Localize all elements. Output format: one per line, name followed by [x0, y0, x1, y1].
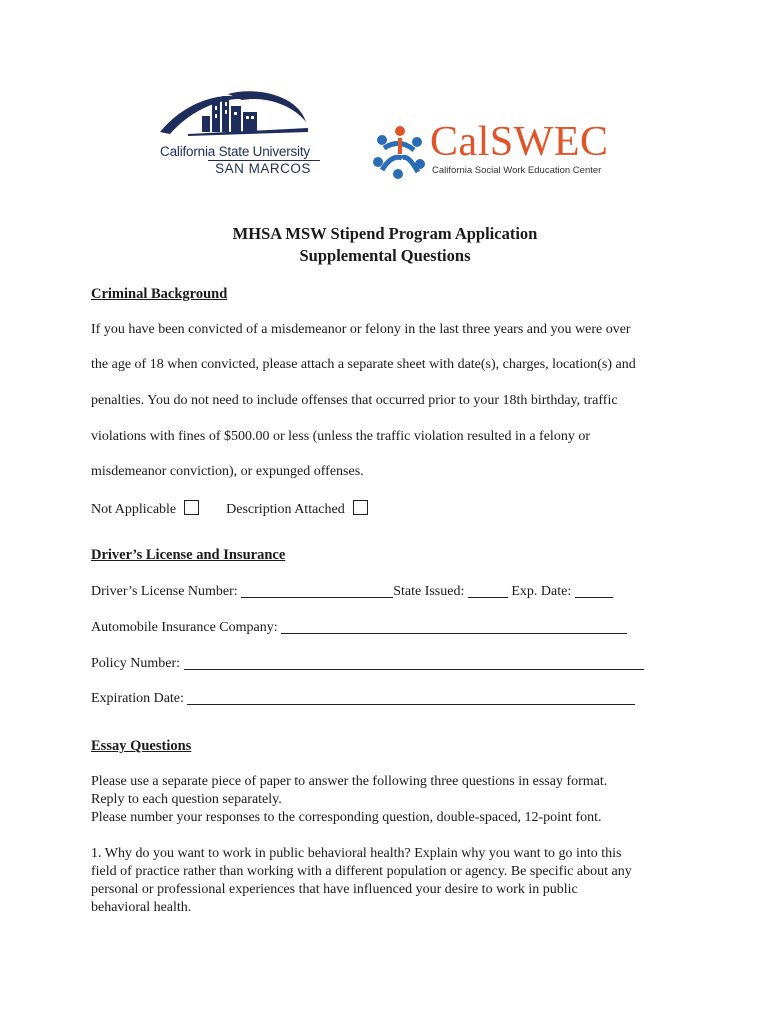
policy-number-field[interactable]: [184, 655, 644, 670]
question-line: 1. Why do you want to work in public behavioral health? Explain why you want to go into this: [91, 846, 622, 861]
instruction-line: Please number your responses to the corresponding question, double-spaced, 12-point font.: [91, 810, 602, 825]
expiration-date-label: Expiration Date:: [91, 691, 184, 706]
document-subtitle: Supplemental Questions: [299, 246, 471, 265]
question-line: field of practice rather than working with a different population or agency. Be specific about any: [91, 864, 632, 879]
criminal-text-line: the age of 18 when convicted, please attach a separate sheet with date(s), charges, location(s) and: [91, 357, 636, 372]
csusm-sub: SAN MARCOS: [215, 161, 311, 176]
essay-questions-heading: Essay Questions: [91, 738, 192, 754]
document-title: MHSA MSW Stipend Program Application: [232, 224, 538, 243]
essay-instructions: [91, 773, 681, 827]
question-line: behavioral health.: [91, 900, 192, 915]
calswec-emblem-icon: [372, 124, 428, 180]
not-applicable-checkbox[interactable]: [184, 500, 199, 515]
criminal-text-line: penalties. You do not need to include offenses that occurred prior to your 18th birthday, traffic: [91, 393, 618, 408]
csusm-emblem-icon: [158, 88, 308, 144]
drivers-license-heading: Driver’s License and Insurance: [91, 547, 286, 563]
criminal-text-line: violations with fines of $500.00 or less (unless the traffic violation resulted in a felony or: [91, 429, 590, 444]
license-number-field[interactable]: [241, 583, 393, 598]
expiration-date-row: [91, 690, 635, 707]
state-issued-field[interactable]: [468, 583, 508, 598]
criminal-options-row: [91, 500, 368, 518]
instruction-line: Please use a separate piece of paper to answer the following three questions in essay format.: [91, 774, 608, 789]
calswec-subtitle: California Social Work Education Center: [432, 165, 602, 176]
csusm-logo: [144, 88, 326, 180]
criminal-text-line: misdemeanor conviction), or expunged offenses.: [91, 464, 364, 479]
calswec-wordmark: CalSWEC: [430, 119, 609, 165]
csusm-name: California State University: [160, 144, 310, 159]
description-attached-checkbox[interactable]: [353, 500, 368, 515]
policy-number-row: [91, 655, 644, 672]
license-number-label: Driver’s License Number:: [91, 584, 238, 599]
question-line: personal or professional experiences that have influenced your desire to work in public: [91, 882, 578, 897]
insurance-company-field[interactable]: [281, 619, 627, 634]
state-issued-label: State Issued:: [393, 584, 465, 599]
exp-date-field[interactable]: [575, 583, 613, 598]
instruction-line: Reply to each question separately.: [91, 792, 282, 807]
insurance-company-row: [91, 619, 627, 636]
criminal-background-heading: Criminal Background: [91, 286, 228, 302]
license-number-row: [91, 583, 613, 600]
calswec-logo: [372, 119, 632, 182]
not-applicable-label: Not Applicable: [91, 502, 177, 517]
criminal-text-line: If you have been convicted of a misdemeanor or felony in the last three years and you were over: [91, 322, 631, 337]
essay-question-1: [91, 845, 681, 917]
policy-number-label: Policy Number:: [91, 656, 181, 671]
expiration-date-field[interactable]: [187, 690, 635, 705]
insurance-company-label: Automobile Insurance Company:: [91, 620, 278, 635]
description-attached-label: Description Attached: [226, 502, 345, 517]
exp-date-label: Exp. Date:: [511, 584, 572, 599]
